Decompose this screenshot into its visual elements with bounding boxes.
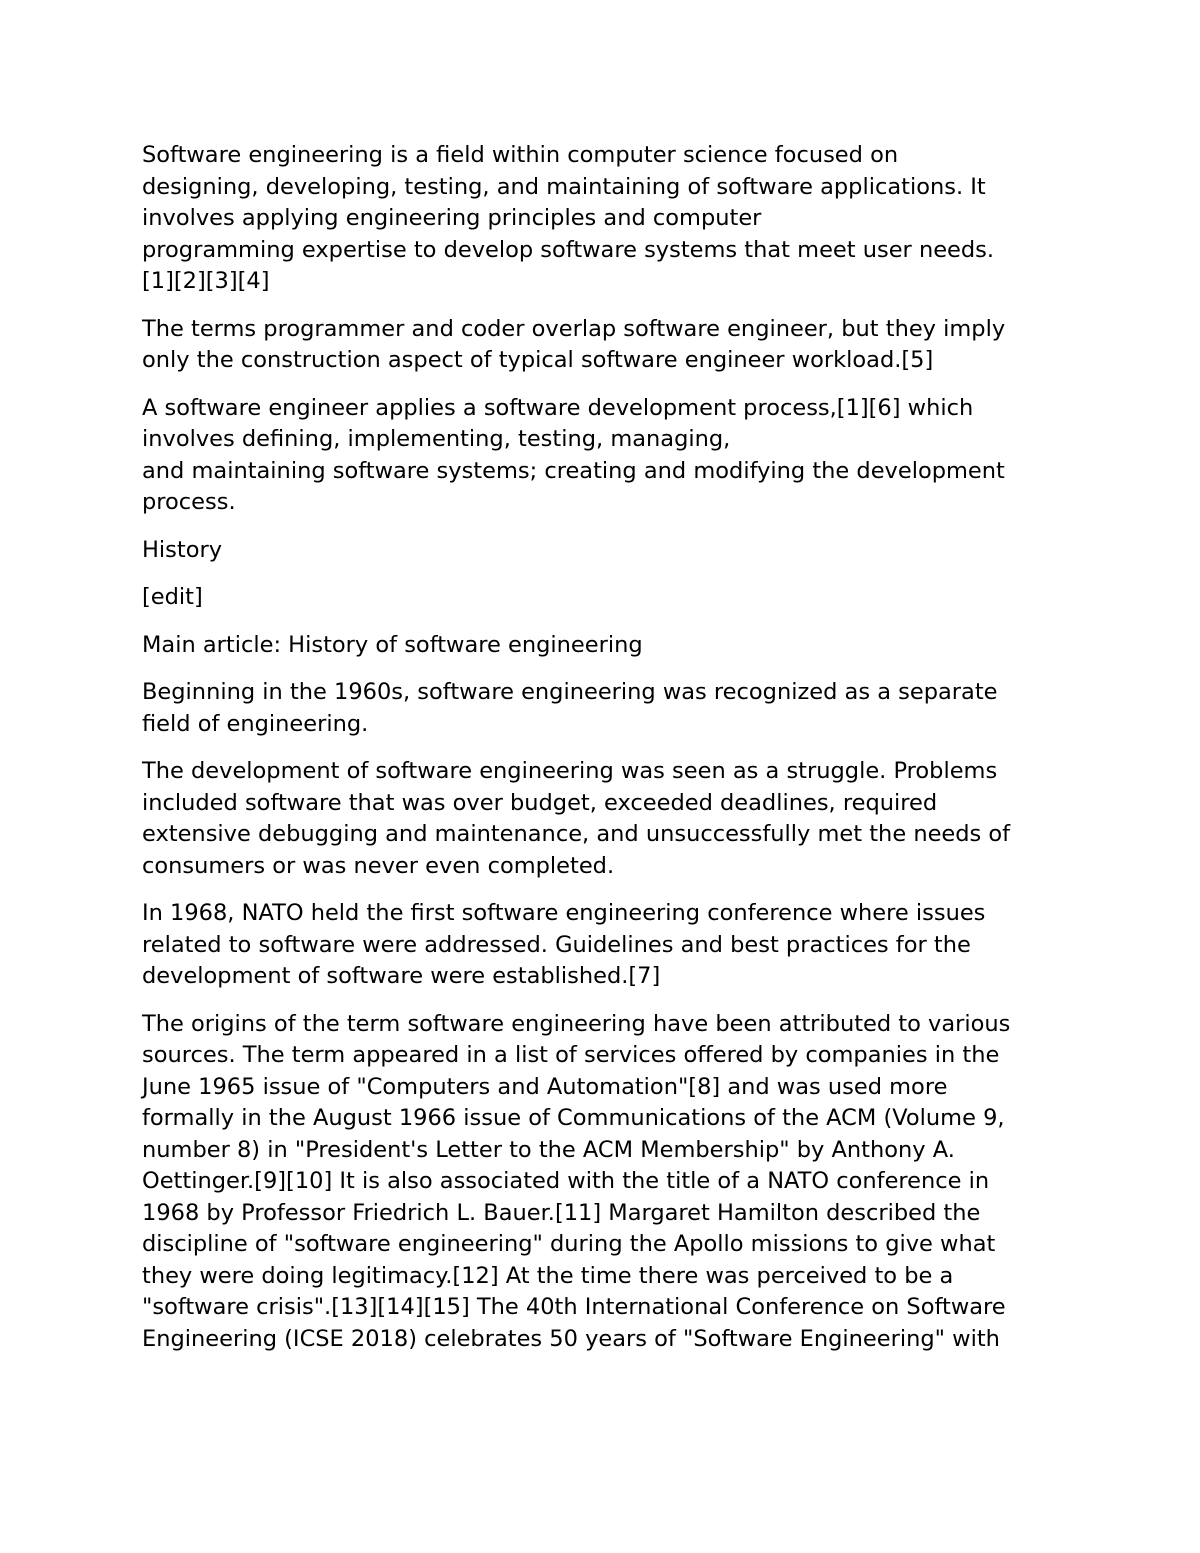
text-line: [1][2][3][4]: [142, 268, 270, 294]
edit-link: [142, 582, 1062, 614]
text-line: sources. The term appeared in a list of services offered by companies in the: [142, 1042, 1000, 1068]
paragraph-intro: [142, 140, 1062, 298]
text-line: and maintaining software systems; creating and modifying the development: [142, 457, 1005, 484]
text-line: "software crisis".[13][14][15] The 40th International Conference on Software: [142, 1294, 1006, 1320]
text-line: involves applying engineering principles and computer: [142, 205, 762, 231]
paragraph-origins: [142, 1009, 1062, 1356]
edit-text: [edit]: [142, 584, 203, 610]
text-line: The development of software engineering was seen as a struggle. Problems: [142, 758, 998, 784]
text-line: Engineering (ICSE 2018) celebrates 50 years of "Software Engineering" with: [142, 1325, 1000, 1352]
text-line: designing, developing, testing, and maintaining of software applications. It: [142, 173, 986, 200]
paragraph-terms: [142, 314, 1062, 377]
text-line: A software engineer applies a software development process,[1][6] which: [142, 394, 974, 421]
text-line: field of engineering.: [142, 710, 369, 737]
heading-text: History: [142, 536, 223, 563]
main-article-note: [142, 630, 1062, 662]
text-line: related to software were addressed. Guidelines and best practices for the: [142, 931, 971, 958]
text-line: formally in the August 1966 issue of Communications of the ACM (Volume 9,: [142, 1105, 1005, 1131]
text-line: extensive debugging and maintenance, and unsuccessfully met the needs of: [142, 821, 1011, 847]
text-line: Beginning in the 1960s, software engineering was recognized as a separate: [142, 679, 998, 705]
document-body: [142, 140, 1062, 1371]
text-line: development of software were established.[7]: [142, 963, 661, 989]
text-line: they were doing legitimacy.[12] At the time there was perceived to be a: [142, 1262, 954, 1289]
text-line: In 1968, NATO held the first software engineering conference where issues: [142, 900, 986, 926]
paragraph-nato: [142, 898, 1062, 993]
text-line: only the construction aspect of typical software engineer workload.[5]: [142, 347, 934, 373]
text-line: Software engineering is a field within computer science focused on: [142, 142, 899, 168]
paragraph-struggle: [142, 756, 1062, 882]
text-line: consumers or was never even completed.: [142, 852, 615, 879]
text-line: included software that was over budget, exceeded deadlines, required: [142, 789, 938, 816]
text-line: process.: [142, 489, 236, 515]
text-line: June 1965 issue of "Computers and Automation"[8] and was used more: [142, 1073, 948, 1100]
text-line: number 8) in "President's Letter to the ACM Membership" by Anthony A.: [142, 1136, 955, 1163]
text-line: programming expertise to develop software systems that meet user needs.: [142, 236, 995, 263]
text-line: discipline of "software engineering" during the Apollo missions to give what: [142, 1231, 996, 1257]
text-line: Oettinger.[9][10] It is also associated with the title of a NATO conference in: [142, 1168, 990, 1194]
section-heading-history: [142, 535, 1062, 567]
text-line: The terms programmer and coder overlap software engineer, but they imply: [142, 315, 1006, 342]
text-line: Main article: History of software engineering: [142, 631, 643, 658]
paragraph-1960s: [142, 677, 1062, 740]
text-line: 1968 by Professor Friedrich L. Bauer.[11] Margaret Hamilton described the: [142, 1199, 981, 1226]
paragraph-process: [142, 393, 1062, 519]
text-line: involves defining, implementing, testing, managing,: [142, 426, 731, 452]
text-line: The origins of the term software engineering have been attributed to various: [142, 1010, 1011, 1037]
